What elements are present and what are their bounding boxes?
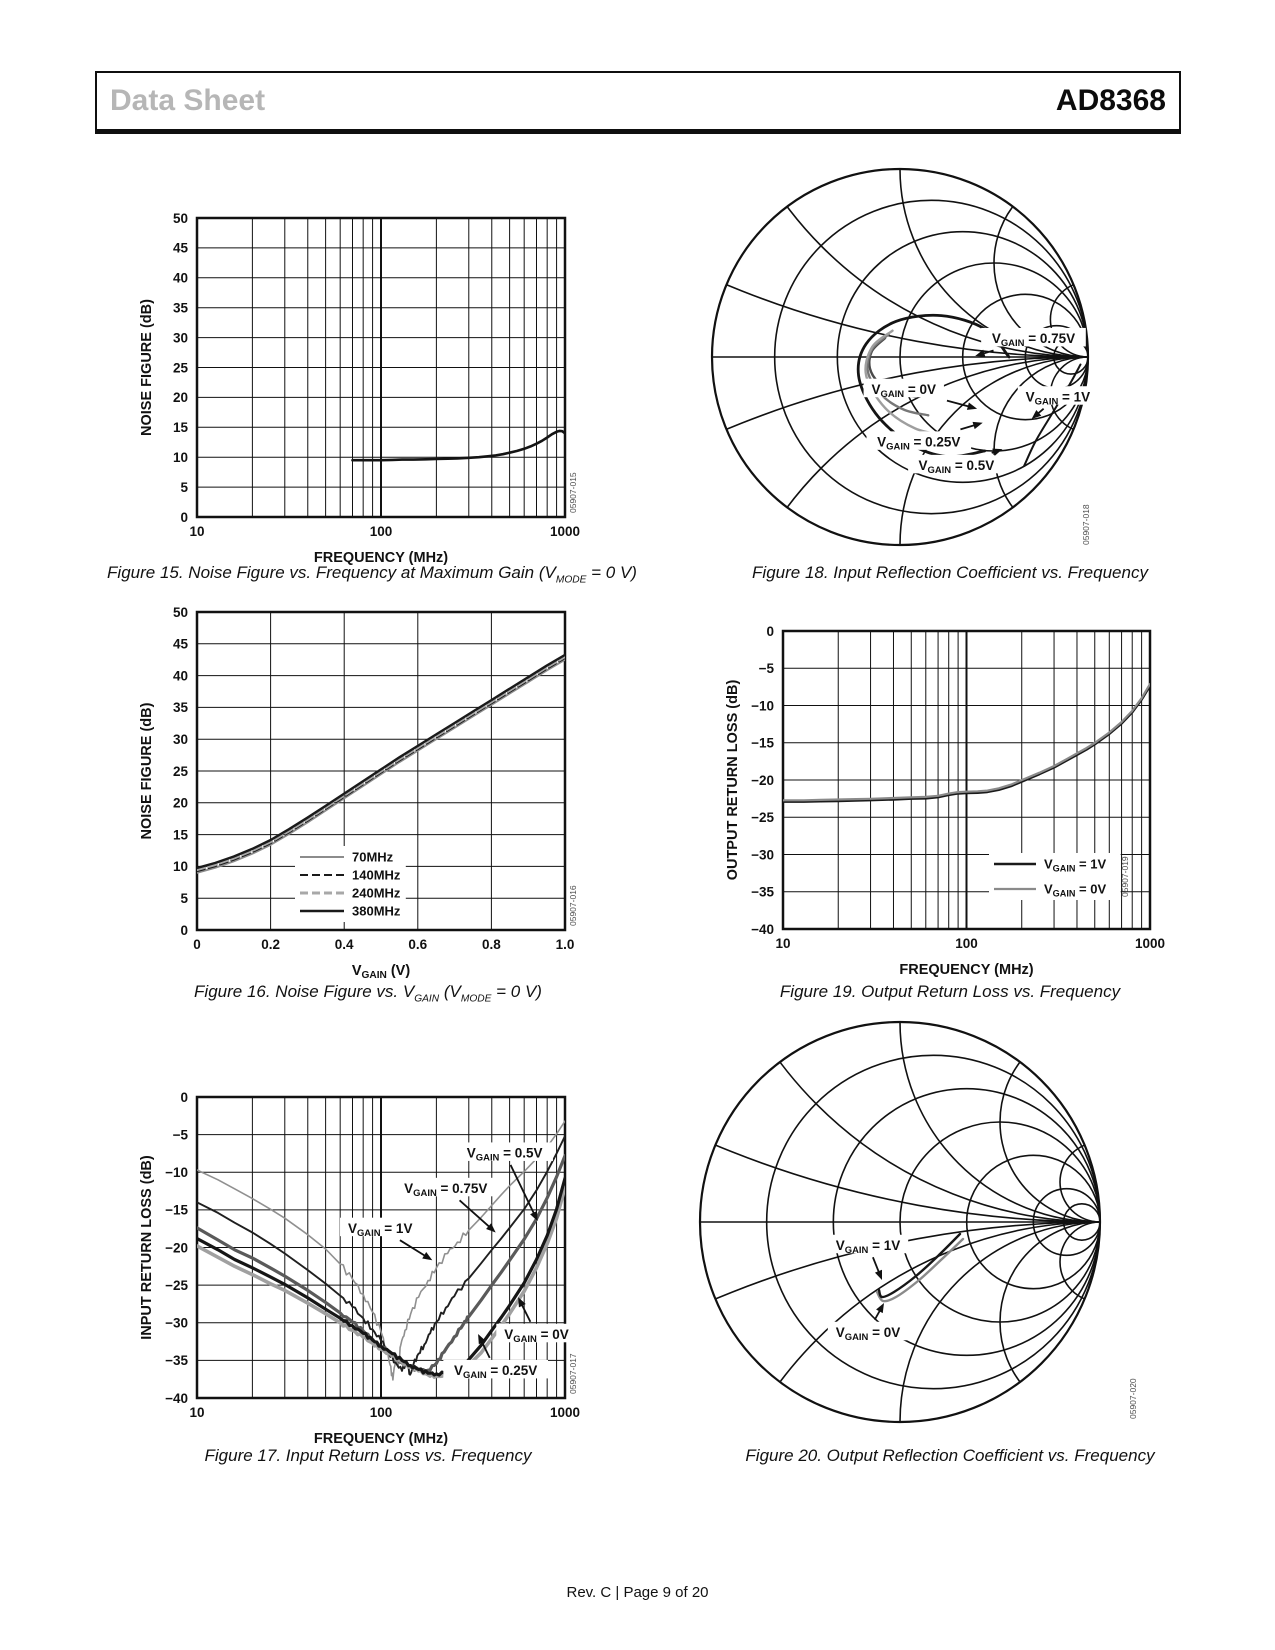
svg-text:45: 45 (172, 636, 188, 652)
svg-text:0: 0 (766, 623, 774, 639)
svg-text:VGAIN = 0V: $V_{GAIN} = 0V$ (871, 381, 937, 400)
figure-18-caption: Figure 18. Input Reflection Coefficient vs. Frequency (752, 563, 1148, 582)
svg-text:140MHz: 140MHz (352, 867, 401, 883)
svg-text:−20: −20 (751, 772, 774, 788)
svg-text:50: 50 (172, 604, 188, 620)
svg-text:1.0: 1.0 (555, 937, 575, 952)
page-footer: Rev. C | Page 9 of 20 (566, 1584, 709, 1601)
svg-text:20: 20 (172, 390, 188, 406)
svg-text:70MHz: 70MHz (352, 849, 394, 865)
svg-text:VGAIN = 0.75V: $V_{GAIN} = 0.75V$ (404, 1180, 488, 1199)
svg-text:5: 5 (180, 891, 188, 906)
svg-text:30: 30 (172, 732, 188, 747)
svg-text:VGAIN = 0.5V: $V_{GAIN} = 0.5V$ (918, 457, 995, 476)
svg-text:0.4: 0.4 (334, 937, 354, 952)
svg-text:VGAIN = 0V: $V_{GAIN} = 0V$ (835, 1324, 901, 1343)
svg-text:−5: −5 (172, 1127, 188, 1143)
svg-text:40: 40 (172, 668, 188, 684)
svg-text:40: 40 (172, 270, 188, 286)
svg-text:50: 50 (172, 210, 188, 226)
svg-text:VGAIN (V): $V_{GAIN}$ (V) (351, 963, 411, 982)
svg-text:240MHz: 240MHz (352, 885, 401, 901)
svg-text:−5: −5 (758, 661, 774, 677)
svg-text:25: 25 (172, 360, 188, 376)
svg-text:05907-020: 05907-020 (1128, 1378, 1138, 1419)
svg-text:25: 25 (172, 763, 188, 779)
svg-text:VGAIN = 0V: $V_{GAIN} = 0V$ (504, 1326, 569, 1345)
svg-text:20: 20 (172, 795, 188, 811)
svg-text:05907-019: 05907-019 (1120, 856, 1130, 897)
svg-text:35: 35 (172, 700, 188, 716)
svg-text:−15: −15 (751, 735, 774, 751)
svg-text:−35: −35 (751, 884, 774, 900)
svg-text:NOISE FIGURE (dB): NOISE FIGURE (dB) (139, 702, 155, 840)
svg-text:0: 0 (180, 509, 188, 525)
svg-text:1000: 1000 (1134, 936, 1166, 951)
svg-text:FREQUENCY (MHz): FREQUENCY (MHz) (313, 550, 449, 566)
svg-text:VGAIN = 0V: $V_{GAIN} = 0V$ (1044, 881, 1107, 899)
figure-17-caption: Figure 17. Input Return Loss vs. Frequency (204, 1446, 532, 1465)
figure-16-plot (139, 605, 578, 981)
figure-17-plot (139, 1090, 580, 1447)
svg-text:10: 10 (775, 936, 791, 951)
svg-text:−40: −40 (751, 921, 774, 937)
svg-text:VGAIN = 0.5V: $V_{GAIN} = 0.5V$ (466, 1145, 543, 1164)
svg-text:−40: −40 (165, 1390, 188, 1406)
svg-text:−25: −25 (751, 810, 774, 826)
svg-text:VGAIN = 0.25V: $V_{GAIN} = 0.25V$ (454, 1363, 538, 1381)
svg-text:VGAIN = 1V: $V_{GAIN} = 1V$ (347, 1220, 413, 1239)
svg-text:1000: 1000 (549, 524, 581, 539)
part-number: AD8368 (1055, 84, 1166, 117)
svg-text:05907-015: 05907-015 (568, 472, 578, 513)
svg-text:30: 30 (172, 330, 188, 346)
svg-text:0: 0 (180, 1089, 188, 1105)
svg-text:NOISE FIGURE (dB): NOISE FIGURE (dB) (139, 299, 155, 436)
svg-text:45: 45 (172, 240, 188, 256)
svg-text:05907-016: 05907-016 (568, 885, 578, 926)
svg-text:−30: −30 (165, 1315, 188, 1331)
figure-15-caption: Figure 15. Noise Figure vs. Frequency at Maximum Gain ($V_{MODE} = 0$ V) (107, 563, 637, 586)
svg-text:35: 35 (172, 300, 188, 316)
figure-19-plot (725, 624, 1165, 978)
svg-text:100: 100 (369, 524, 393, 539)
figure-15-plot (139, 211, 580, 566)
svg-text:380MHz: 380MHz (352, 903, 401, 919)
svg-text:VGAIN = 1V: $V_{GAIN} = 1V$ (835, 1237, 901, 1256)
svg-text:10: 10 (189, 524, 205, 539)
svg-text:−25: −25 (165, 1277, 188, 1293)
svg-text:05907-018: 05907-018 (1081, 504, 1091, 545)
svg-text:5: 5 (180, 479, 188, 495)
svg-text:OUTPUT RETURN LOSS (dB): OUTPUT RETURN LOSS (dB) (725, 679, 741, 881)
figure-16-caption: Figure 16. Noise Figure vs. $V_{GAIN}$ ($V_{MODE} = 0$ V) (194, 982, 542, 1005)
svg-text:0.6: 0.6 (408, 937, 428, 952)
svg-text:−10: −10 (751, 698, 774, 714)
svg-text:10: 10 (172, 859, 188, 875)
svg-text:10: 10 (189, 1405, 205, 1420)
svg-text:−20: −20 (165, 1240, 188, 1256)
svg-text:VGAIN = 0.25V: $V_{GAIN} = 0.25V$ (877, 434, 961, 453)
svg-text:FREQUENCY (MHz): FREQUENCY (MHz) (313, 1431, 449, 1447)
svg-text:VGAIN = 0.75V: $V_{GAIN} = 0.75V$ (991, 331, 1076, 350)
svg-text:VGAIN = 1V: $V_{GAIN} = 1V$ (1025, 389, 1091, 408)
svg-text:FREQUENCY (MHz): FREQUENCY (MHz) (899, 962, 1034, 978)
svg-text:0: 0 (193, 937, 201, 952)
svg-text:0.2: 0.2 (261, 937, 280, 952)
svg-text:VGAIN = 1V: $V_{GAIN} = 1V$ (1044, 856, 1107, 874)
svg-text:−10: −10 (165, 1165, 188, 1181)
svg-text:15: 15 (172, 827, 188, 843)
figure-19-caption: Figure 19. Output Return Loss vs. Frequency (779, 982, 1121, 1001)
svg-text:0: 0 (180, 922, 188, 938)
svg-text:−35: −35 (165, 1353, 188, 1369)
svg-text:−15: −15 (165, 1202, 188, 1218)
doc-type-label: Data Sheet (110, 84, 266, 117)
svg-text:10: 10 (172, 450, 188, 465)
figure-20-caption: Figure 20. Output Reflection Coefficient vs. Frequency (745, 1446, 1155, 1465)
svg-text:INPUT RETURN LOSS (dB): INPUT RETURN LOSS (dB) (139, 1155, 155, 1340)
svg-text:−30: −30 (751, 847, 774, 863)
svg-text:1000: 1000 (549, 1405, 581, 1420)
svg-text:100: 100 (369, 1405, 393, 1420)
svg-text:15: 15 (172, 420, 188, 436)
svg-text:100: 100 (955, 936, 978, 951)
svg-text:0.8: 0.8 (482, 937, 501, 952)
svg-text:05907-017: 05907-017 (568, 1353, 578, 1394)
